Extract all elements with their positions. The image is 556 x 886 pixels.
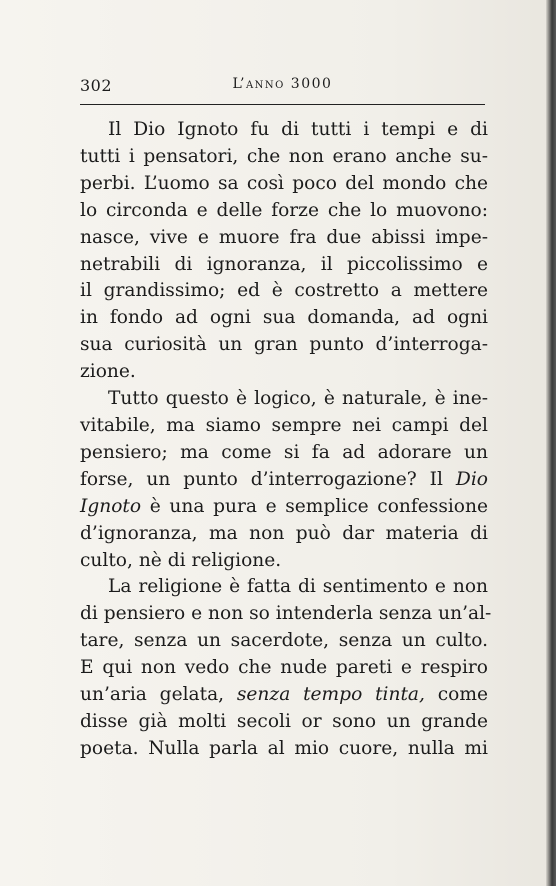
text-line: di pensiero e non so intenderla senza un’al- — [80, 603, 492, 625]
text-segment: forse, un punto d’interrogazione? Il — [80, 468, 443, 490]
page-number: 302 — [80, 76, 113, 95]
text-line — [80, 467, 488, 494]
text-line: sua curiosità un gran punto d’interroga- — [80, 334, 488, 356]
header-rule — [80, 104, 485, 105]
text-segment: un’aria gelata, — [80, 684, 225, 706]
text-line: poeta. Nulla parla al mio cuore, nulla mi — [80, 737, 488, 759]
text-line: tare, senza un sacerdote, senza un culto. — [80, 630, 488, 652]
text-line — [80, 682, 488, 709]
page-header — [80, 76, 485, 102]
text-line — [80, 494, 488, 521]
text-line: perbi. L’uomo sa così poco del mondo che — [80, 172, 488, 194]
text-line: zione. — [80, 361, 136, 383]
text-line: culto, nè di religione. — [80, 549, 282, 571]
text-line: netrabili di ignoranza, il piccolissimo e — [80, 253, 488, 275]
text-line: lo circonda e delle forze che lo muovono: — [80, 199, 488, 221]
page-edge-shadow — [546, 0, 556, 886]
text-line: Tutto questo è logico, è naturale, è ine- — [108, 388, 488, 410]
text-line: in fondo ad ogni sua domanda, ad ogni — [80, 307, 488, 329]
text-segment: come — [437, 684, 488, 706]
text-line: Il Dio Ignoto fu di tutti i tempi e di — [108, 119, 488, 140]
italic-title: Ignoto — [80, 495, 142, 517]
text-line: tutti i pensatori, che non erano anche su- — [80, 145, 488, 167]
text-segment: è una pura e semplice confessione — [149, 495, 488, 517]
italic-quote: senza tempo tinta, — [236, 684, 425, 706]
text-line: disse già molti secoli or sono un grande — [80, 710, 488, 732]
italic-title: Dio — [455, 468, 488, 490]
text-line: E qui non vedo che nude pareti e respiro — [80, 657, 488, 679]
text-line: La religione è fatta di sentimento e non — [108, 576, 488, 598]
body-text — [80, 117, 492, 763]
running-title: L’anno 3000 — [232, 76, 333, 92]
text-line: d’ignoranza, ma non può dar materia di — [80, 522, 488, 544]
text-line: pensiero; ma come si fa ad adorare un — [80, 441, 488, 463]
text-line: nasce, vive e muore fra due abissi impe- — [80, 226, 488, 248]
text-line: vitabile, ma siamo sempre nei campi del — [80, 414, 488, 436]
text-line: il grandissimo; ed è costretto a mettere — [80, 280, 488, 302]
